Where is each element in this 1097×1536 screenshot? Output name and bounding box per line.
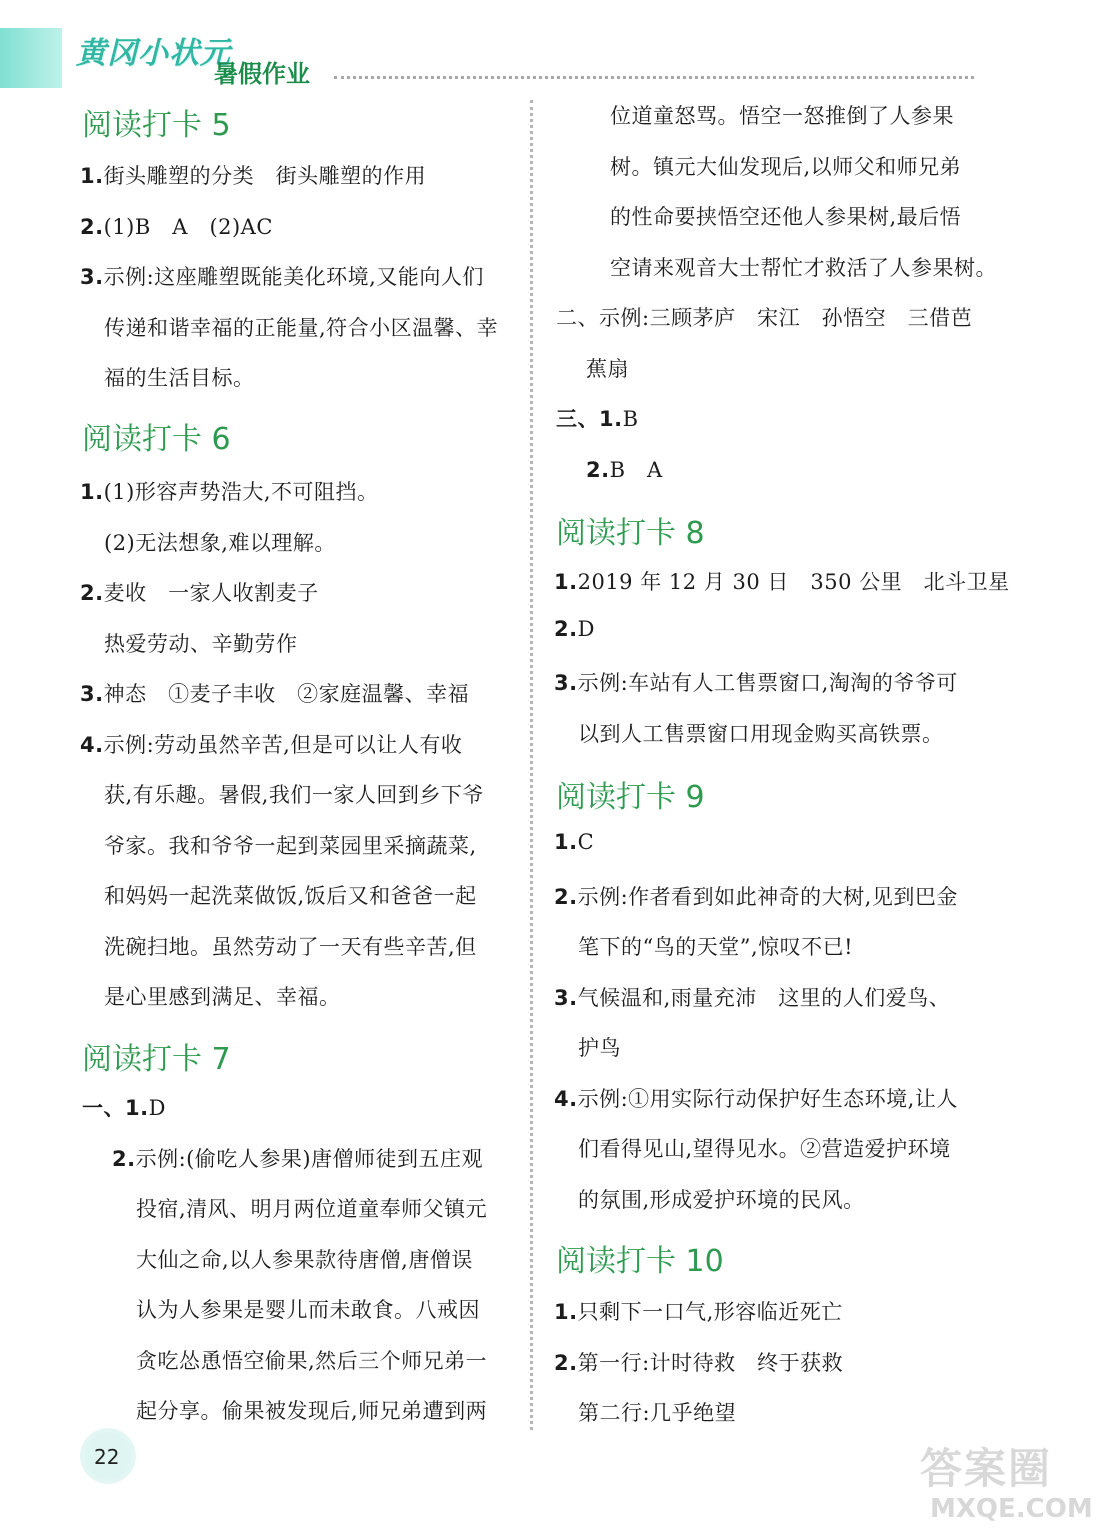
answer-text: 贪吃怂恿悟空偷果,然后三个师兄弟一	[136, 1348, 488, 1373]
column-divider	[530, 100, 533, 1430]
answer-text: 街头雕塑的分类 街头雕塑的作用	[103, 164, 427, 188]
answer-text: 福的生活目标。	[104, 366, 255, 390]
answer-number: 1.	[80, 480, 104, 504]
answer-text: 示例:这座雕塑既能美化环境,又能向人们	[103, 265, 484, 289]
answer-line	[80, 729, 462, 759]
answer-text: 蕉扇	[586, 356, 629, 381]
answer-text: 是心里感到满足、幸福。	[104, 985, 341, 1009]
answer-text: 获,有乐趣。暑假,我们一家人回到乡下爷	[104, 783, 484, 807]
answer-number: 一、1.	[82, 1096, 149, 1120]
answer-line	[554, 617, 595, 641]
answer-line	[136, 1294, 480, 1324]
answer-number: 3.	[80, 682, 104, 706]
answer-text: C	[577, 830, 595, 854]
answer-text: 投宿,清风、明月两位道童奉师父镇元	[136, 1197, 488, 1221]
answer-number: 2.	[554, 1350, 578, 1375]
answer-line	[104, 981, 341, 1011]
answer-line	[554, 881, 958, 911]
section-title-8: 阅读打卡 8	[556, 516, 705, 551]
answer-number: 4.	[554, 1086, 578, 1111]
brand-logo: 黄冈小状元	[76, 36, 231, 71]
section-title-10: 阅读打卡 10	[556, 1244, 724, 1279]
answer-line	[578, 718, 944, 748]
page-number-badge	[80, 1428, 136, 1484]
answer-number: 2.	[554, 616, 578, 641]
answer-text: 示例:车站有人工售票窗口,淘淘的爷爷可	[577, 671, 958, 695]
answer-line	[556, 302, 972, 332]
answer-text: 洗碗扫地。虽然劳动了一天有些辛苦,但	[104, 934, 477, 959]
answer-text: 以到人工售票窗口用现金购买高铁票。	[578, 721, 944, 746]
answer-text: D	[577, 616, 595, 641]
watermark-url: MXQE.COM	[930, 1494, 1093, 1524]
answer-line	[578, 1397, 736, 1427]
answer-line	[136, 1395, 487, 1425]
answer-line	[554, 982, 950, 1012]
answer-line	[586, 353, 629, 383]
answer-text: 认为人参果是婴儿而未敢食。八戒因	[136, 1298, 480, 1322]
section-title-6: 阅读打卡 6	[82, 422, 231, 457]
answer-text: 们看得见山,望得见水。②营造爱护环境	[578, 1137, 951, 1161]
answer-line	[610, 100, 954, 130]
answer-line	[80, 261, 484, 291]
header-subtitle: 暑假作业	[214, 60, 310, 88]
watermark-logo: 答案圈	[920, 1444, 1053, 1493]
header-dotted-rule	[334, 76, 974, 79]
section-title-5: 阅读打卡 5	[82, 108, 231, 143]
answer-number: 4.	[80, 732, 104, 757]
answer-number: 2.	[112, 1146, 136, 1171]
answer-line	[586, 454, 663, 484]
answer-line	[554, 566, 1010, 596]
answer-line	[554, 1083, 958, 1113]
answer-text: (2)无法想象,难以理解。	[104, 530, 336, 555]
answer-text: 传递和谐幸福的正能量,符合小区温馨、幸	[104, 315, 499, 340]
page-header	[0, 0, 1097, 110]
answer-line	[80, 577, 319, 607]
answer-number: 1.	[554, 1300, 578, 1324]
answer-text: 示例:作者看到如此神奇的大树,见到巴金	[577, 884, 958, 909]
section-title-9: 阅读打卡 9	[556, 780, 705, 815]
watermark	[920, 1436, 1093, 1528]
answer-number: 3.	[554, 671, 578, 695]
answer-text: 第一行:计时待救 终于获救	[577, 1350, 844, 1375]
answer-number: 2.	[586, 457, 610, 482]
page-number: 22	[94, 1445, 120, 1469]
answer-text: 示例:①用实际行动保护好生态环境,让人	[577, 1086, 958, 1111]
answer-text: B	[622, 407, 639, 431]
answer-text: 起分享。偷果被发现后,师兄弟遭到两	[136, 1399, 488, 1423]
answer-text: (1)B A (2)AC	[103, 214, 273, 239]
answer-line	[578, 1032, 621, 1062]
answer-text: 的性命要挟悟空还他人参果树,最后悟	[610, 205, 962, 229]
answer-line	[578, 931, 853, 961]
answer-line	[80, 211, 273, 241]
answer-text: 和妈妈一起洗菜做饭,饭后又和爸爸一起	[104, 884, 477, 908]
answer-text: (1)形容声势浩大,不可阻挡。	[103, 480, 379, 504]
answer-line	[554, 830, 594, 854]
answer-text: 空请来观音大士帮忙才救活了人参果树。	[610, 255, 997, 280]
answer-line	[136, 1193, 487, 1223]
answer-number: 1.	[554, 570, 578, 594]
answer-line	[554, 1347, 843, 1377]
answer-text: 示例:(偷吃人参果)唐僧师徒到五庄观	[135, 1146, 484, 1171]
answer-line	[104, 830, 477, 860]
answer-text: 的氛围,形成爱护环境的民风。	[578, 1187, 865, 1212]
answer-line	[554, 667, 958, 697]
answer-text: 气候温和,雨量充沛 这里的人们爱鸟、	[577, 985, 951, 1010]
header-accent-bar	[0, 28, 62, 88]
answer-text: 位道童怒骂。悟空一怒推倒了人参果	[610, 104, 954, 128]
answer-line	[104, 312, 498, 342]
answer-text: 笔下的“鸟的天堂”,惊叹不已!	[578, 935, 854, 959]
answer-text: 2019 年 12 月 30 日 350 公里 北斗卫星	[577, 570, 1010, 594]
answer-text: 爷家。我和爷爷一起到菜园里采摘蔬菜,	[104, 833, 477, 858]
answer-line	[104, 880, 477, 910]
answer-line	[80, 160, 426, 190]
answer-number: 3.	[80, 265, 104, 289]
answer-text: 第二行:几乎绝望	[578, 1401, 737, 1425]
answer-line	[104, 527, 336, 557]
answer-line	[136, 1244, 473, 1274]
answer-line	[104, 779, 484, 809]
answer-text: 二、示例:三顾茅庐 宋江 孙悟空 三借芭	[556, 306, 973, 330]
answer-number: 1.	[554, 830, 578, 854]
answer-line	[112, 1143, 483, 1173]
answer-line	[610, 201, 961, 231]
answer-number: 2.	[80, 214, 104, 239]
answer-line	[104, 931, 477, 961]
answer-line	[610, 252, 997, 282]
answer-number: 2.	[80, 581, 104, 605]
section-title-7: 阅读打卡 7	[82, 1042, 231, 1077]
answer-line	[556, 403, 639, 433]
answer-text: 只剩下一口气,形容临近死亡	[577, 1300, 843, 1324]
answer-line	[80, 678, 469, 708]
answer-text: 树。镇元大仙发现后,以师父和师兄弟	[610, 154, 962, 179]
answer-line	[104, 628, 298, 658]
answer-text: 护鸟	[578, 1036, 621, 1060]
answer-text: 神态 ①麦子丰收 ②家庭温馨、幸福	[103, 682, 470, 706]
answer-line	[554, 1296, 843, 1326]
answer-text: 示例:劳动虽然辛苦,但是可以让人有收	[103, 732, 463, 757]
answer-text: B A	[609, 457, 663, 482]
answer-line	[82, 1092, 166, 1122]
answer-number: 2.	[554, 884, 578, 909]
answer-line	[80, 476, 379, 506]
answer-line	[578, 1184, 865, 1214]
answer-number: 三、1.	[556, 407, 623, 431]
answer-text: D	[148, 1096, 166, 1120]
answer-line	[104, 362, 255, 392]
answer-text: 大仙之命,以人参果款待唐僧,唐僧误	[136, 1247, 473, 1272]
answer-line	[578, 1133, 951, 1163]
answer-text: 麦收 一家人收割麦子	[103, 581, 319, 605]
answer-number: 3.	[554, 985, 578, 1010]
answer-line	[136, 1345, 487, 1375]
answer-number: 1.	[80, 164, 104, 188]
answer-line	[610, 151, 961, 181]
answer-text: 热爱劳动、辛勤劳作	[104, 631, 298, 656]
